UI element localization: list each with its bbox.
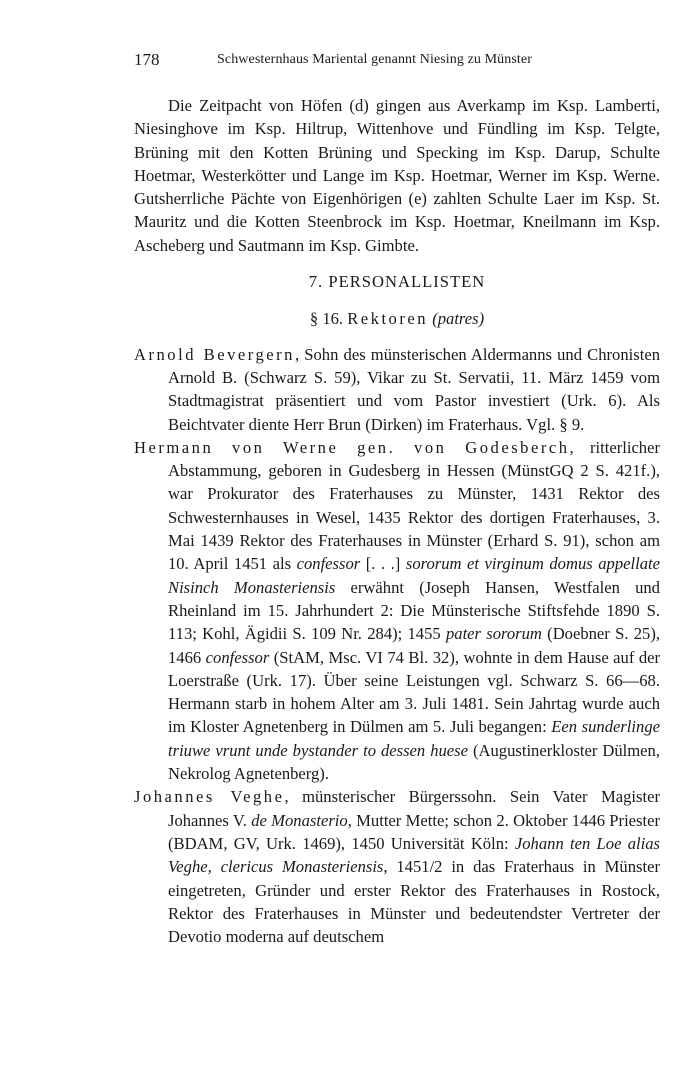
subsection-spaced-word: Rektoren xyxy=(347,309,429,329)
entry-text: erwähnt (Joseph Hansen, Westfalen und Rheinland im 15. Jahrhundert 2: Die Münsterische Stiftsfehde 1890 S. 113; Kohl, Ägidii S. 109 Nr. 284); 1455 xyxy=(168,577,660,644)
entry-text: (Doebner S. 25), 1466 xyxy=(168,624,661,667)
subsection-italic: (patres) xyxy=(432,309,485,329)
italic-text: confessor xyxy=(205,647,270,667)
running-title: Schwesternhaus Mariental genannt Niesing zu Münster xyxy=(217,52,532,67)
italic-text: Johann ten Loe alias Veghe, clericus Monasteriensis xyxy=(168,833,660,877)
italic-text: pater sororum xyxy=(445,624,542,644)
rector-name: Arnold Bevergern xyxy=(134,344,295,364)
rector-list xyxy=(134,343,660,949)
entry-text: , Sohn des münsterischen Aldermanns und Chronisten Arnold B. (Schwarz S. 59), Vikar zu St. Servatii, 11. März 1459 vom Stadtmagistrat präsentiert und vom Pastor investiert (Urk. 6). Als Beichtvater diente Herr Brun (Dirken) im Fraterhaus. Vgl. § 9. xyxy=(168,344,660,434)
intro-paragraph: Die Zeitpacht von Höfen (d) gingen aus Averkamp im Ksp. Lamberti, Niesinghove im Ksp. Hiltrup, Wittenhove und Fündling im Ksp. Telgte, Brüning mit den Kotten Brüning und Specking im Ksp. Darup, Schulte Hoetmar, Westerkötter und Lange im Ksp. Hoetmar, Werner im Ksp. Werne. Gutsherrliche Pächte von Eigenhörigen (e) zahlten Schulte Laer im Ksp. St. Mauritz und die Kotten Steenbrock im Ksp. Hoetmar, Kneilmann im Ksp. Ascheberg und Sautmann im Ksp. Gimbte. xyxy=(134,96,660,255)
italic-text: de Monasterio xyxy=(251,810,348,830)
page-number: 178 xyxy=(134,50,160,69)
section-heading: 7. PERSONALLISTEN xyxy=(308,272,486,292)
rector-entry xyxy=(134,785,660,948)
entry-text: , münsterischer Bürgerssohn. Sein Vater Magister Johannes V. xyxy=(168,787,660,830)
entry-text: , Mutter Mette; schon 2. Oktober 1446 Priester (BDAM, GV, Urk. 1469), 1450 Universität Köln: xyxy=(168,810,660,853)
rector-entry xyxy=(134,343,660,436)
entry-text: , ritterlicher Abstammung, geboren in Gudesberg in Hessen (MünstGQ 2 S. 421f.), war Prokurator des Fraterhauses zu Münster, 1431 Rektor des Schwesternhauses in Wesel, 1435 Rektor des dortigen Fraterhauses, 3. Mai 1439 Rektor des Fraterhauses in Münster (Erhard S. 91), schon am 10. April 1451 als xyxy=(168,437,660,574)
italic-text: Een sunderlinge triuwe vrunt unde bystander to dessen huese xyxy=(168,717,660,760)
entry-text: , 1451/2 in das Fraterhaus in Münster eingetreten, Gründer und erster Rektor des Fraterhauses in Rostock, Rektor des Fraterhauses in Münster und bedeutendster Vertreter der Devotio moderna auf deutschem xyxy=(168,857,660,947)
page-body xyxy=(134,94,660,948)
entry-text: [. . .] xyxy=(360,554,406,574)
running-header xyxy=(134,50,659,74)
rector-entry xyxy=(134,436,660,785)
rector-name: Hermann von Werne gen. von Godesberch xyxy=(134,437,570,457)
entry-text: (Augustinerkloster Dülmen, Nekrolog Agnetenberg). xyxy=(168,740,660,784)
subsection-prefix: § 16. xyxy=(309,309,348,329)
subsection-heading xyxy=(134,307,660,330)
entry-text: (StAM, Msc. VI 74 Bl. 32), wohnte in dem Hause auf der Loerstraße (Urk. 17). Über seine Leistungen vgl. Schwarz S. 66—68. Hermann starb in hohem Alter am 3. Juli 1481. Sein Jahrtag wurde auch im Kloster Agnetenberg in Dülmen am 5. Juli begangen: xyxy=(168,647,661,737)
italic-text: confessor xyxy=(296,554,361,574)
rector-name: Johannes Veghe xyxy=(134,787,285,807)
italic-text: sororum et virginum domus appellate Nisinch Monasteriensis xyxy=(168,554,660,597)
